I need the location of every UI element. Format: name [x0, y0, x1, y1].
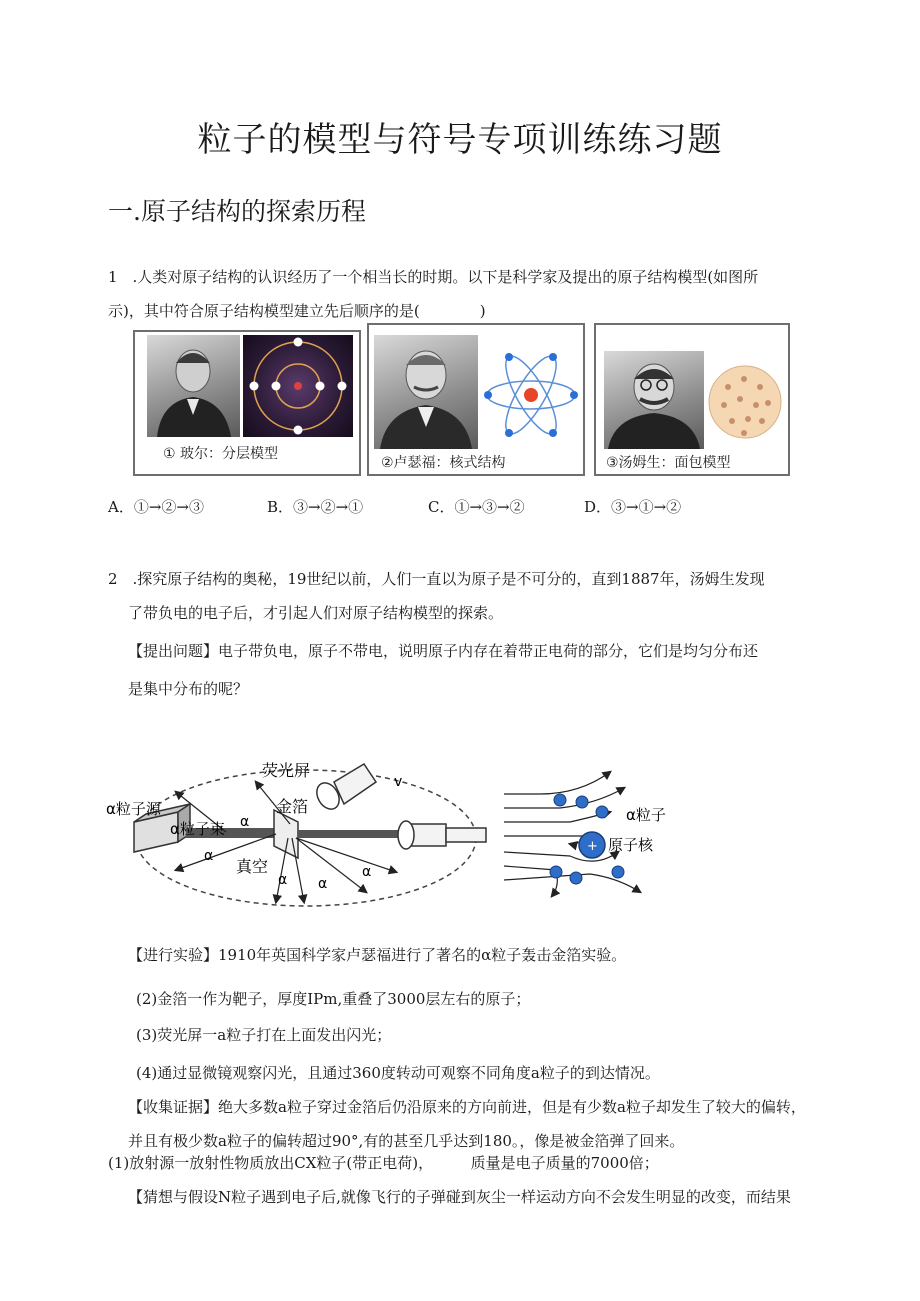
q2-item1: (1)放射源一放射性物质放出CX粒子(带正电荷)， 质量是电子质量的7000倍；	[108, 1154, 659, 1172]
option-d[interactable]: D．③→①→②	[584, 498, 682, 516]
transmitted-beam	[298, 830, 408, 838]
label-alpha-particle: α粒子	[626, 806, 666, 824]
bohr-portrait	[147, 335, 240, 437]
label-screen: 荧光屏	[262, 761, 311, 780]
bohr-model	[243, 335, 353, 437]
option-a[interactable]: A．①→②→③	[108, 498, 204, 516]
q2-hypothesis: 【猜想与假设N粒子遇到电子后,就像飞行的子弹碰到灰尘一样运动方向不会发生明显的改变，而结果	[128, 1188, 791, 1206]
q1-text-line1: 1 .人类对原子结构的认识经历了一个相当长的时期。以下是科学家及提出的原子结构模型(如图所	[108, 268, 759, 286]
scattering-diagram	[500, 760, 700, 900]
q2-question-line2: 是集中分布的呢？	[128, 680, 249, 698]
label-alpha: α	[362, 864, 372, 880]
label-foil: 金箔	[276, 797, 309, 816]
label-vacuum: 真空	[236, 857, 269, 876]
label-source: α粒子源	[106, 800, 161, 818]
label-beam: α粒子束	[170, 820, 225, 838]
q2-evidence-line1: 【收集证据】绝大多数a粒子穿过金箔后仍沿原来的方向前进，但是有少数a粒子却发生了较大的偏转，	[128, 1098, 806, 1116]
option-b[interactable]: B．③→②→①	[267, 498, 364, 516]
label-alpha: α	[240, 814, 250, 830]
svg-text:+: +	[587, 839, 598, 854]
figure-thomson	[594, 323, 790, 476]
q2-text-line1: 2 .探究原子结构的奥秘，19世纪以前，人们一直以为原子是不可分的，直到1887年，汤姆生发现	[108, 570, 765, 588]
figure-bohr	[133, 330, 361, 476]
caption-thomson: ③汤姆生：面包模型	[606, 455, 731, 471]
q2-experiment: 【进行实验】1910年英国科学家卢瑟福进行了著名的α粒子轰击金箔实验。	[128, 946, 627, 964]
thomson-model	[706, 359, 784, 445]
label-alpha: α	[278, 872, 288, 888]
q2-item3: (3)荧光屏一a粒子打在上面发出闪光；	[136, 1026, 392, 1044]
figure-rutherford	[367, 323, 585, 476]
label-v: v	[394, 774, 403, 790]
q2-item2: (2)金箔一作为靶子，厚度IPm,重叠了3000层左右的原子；	[136, 990, 531, 1008]
q2-question-line1: 【提出问题】电子带负电，原子不带电，说明原子内存在着带正电荷的部分，它们是均匀分布还	[128, 642, 759, 660]
rutherford-portrait	[374, 335, 478, 449]
page-title: 粒子的模型与符号专项训练练习题	[197, 120, 723, 160]
caption-bohr: ① 玻尔：分层模型	[163, 446, 279, 462]
section-heading: 一.原子结构的探索历程	[108, 197, 366, 226]
q2-evidence-line2: 并且有极少数a粒子的偏转超过90°,有的甚至几乎达到180。，像是被金箔弹了回来。	[128, 1132, 685, 1150]
label-alpha: α	[204, 848, 214, 864]
experiment-diagram	[106, 752, 496, 924]
caption-rutherford: ②卢瑟福：核式结构	[381, 455, 506, 471]
q2-item4: (4)通过显微镜观察闪光，且通过360度转动可观察不同角度a粒子的到达情况。	[136, 1064, 660, 1082]
q2-text-line2: 了带负电的电子后，才引起人们对原子结构模型的探索。	[128, 604, 504, 622]
option-c[interactable]: C．①→③→②	[428, 498, 525, 516]
thomson-portrait	[604, 351, 704, 449]
label-nucleus: 原子核	[608, 836, 654, 854]
rutherford-model	[483, 345, 579, 445]
label-alpha: α	[318, 876, 328, 892]
q1-text-line2: 示)，其中符合原子结构模型建立先后顺序的是( )	[108, 302, 486, 320]
